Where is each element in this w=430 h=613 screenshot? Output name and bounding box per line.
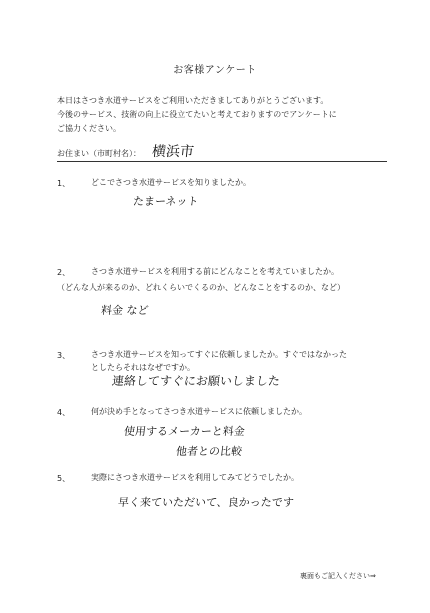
question-1-answer: たまーネット <box>132 195 200 208</box>
question-5-answer: 早く来ていただいて、良かったです <box>117 496 295 509</box>
intro-paragraph <box>57 94 387 136</box>
question-3-text-line: としたらそれはなぜですか。 <box>91 363 195 372</box>
question-1-number: 1、 <box>57 179 71 188</box>
question-1-text: どこでさつき水道サービスを知りましたか。 <box>91 178 251 187</box>
question-4-answer-line: 他者との比較 <box>175 445 243 458</box>
question-3-answer: 連絡してすぐにお願いしました <box>111 374 281 388</box>
address-label: お住まい（市町村名）： <box>57 149 141 158</box>
intro-line: 今後のサービス、技術の向上に役立てたいと考えておりますのでアンケートに <box>57 110 337 119</box>
intro-line: ご協力ください。 <box>57 124 121 133</box>
question-2-answer: 料金 など <box>100 304 150 317</box>
address-underline <box>57 161 387 162</box>
question-4-number: 4、 <box>57 408 71 417</box>
page-title: お客様アンケート <box>173 65 257 76</box>
question-2-number: 2、 <box>57 268 71 277</box>
question-2-text: さつき水道サービスを利用する前にどんなことを考えていましたか。 <box>91 267 339 276</box>
address-answer: 横浜市 <box>151 144 195 160</box>
footer-note: 裏面もご記入ください⇒ <box>300 572 376 580</box>
question-4-text: 何が決め手となってさつき水道サービスに依頼しましたか。 <box>91 407 307 416</box>
question-2-note: （どんな人が来るのか、どれくらいでくるのか、どんなことをするのか、など） <box>57 283 345 292</box>
question-5-text: 実際にさつき水道サービスを利用してみてどうでしたか。 <box>91 473 299 482</box>
intro-line: 本日はさつき水道サービスをご利用いただきましてありがとうございます。 <box>57 96 329 105</box>
question-4-answer-line: 使用するメーカーと料金 <box>123 425 246 438</box>
question-5-number: 5、 <box>57 474 71 483</box>
question-3-text-line: さつき水道サービスを知ってすぐに依頼しましたか。すぐではなかった <box>91 350 347 359</box>
question-3-number: 3、 <box>57 351 71 360</box>
